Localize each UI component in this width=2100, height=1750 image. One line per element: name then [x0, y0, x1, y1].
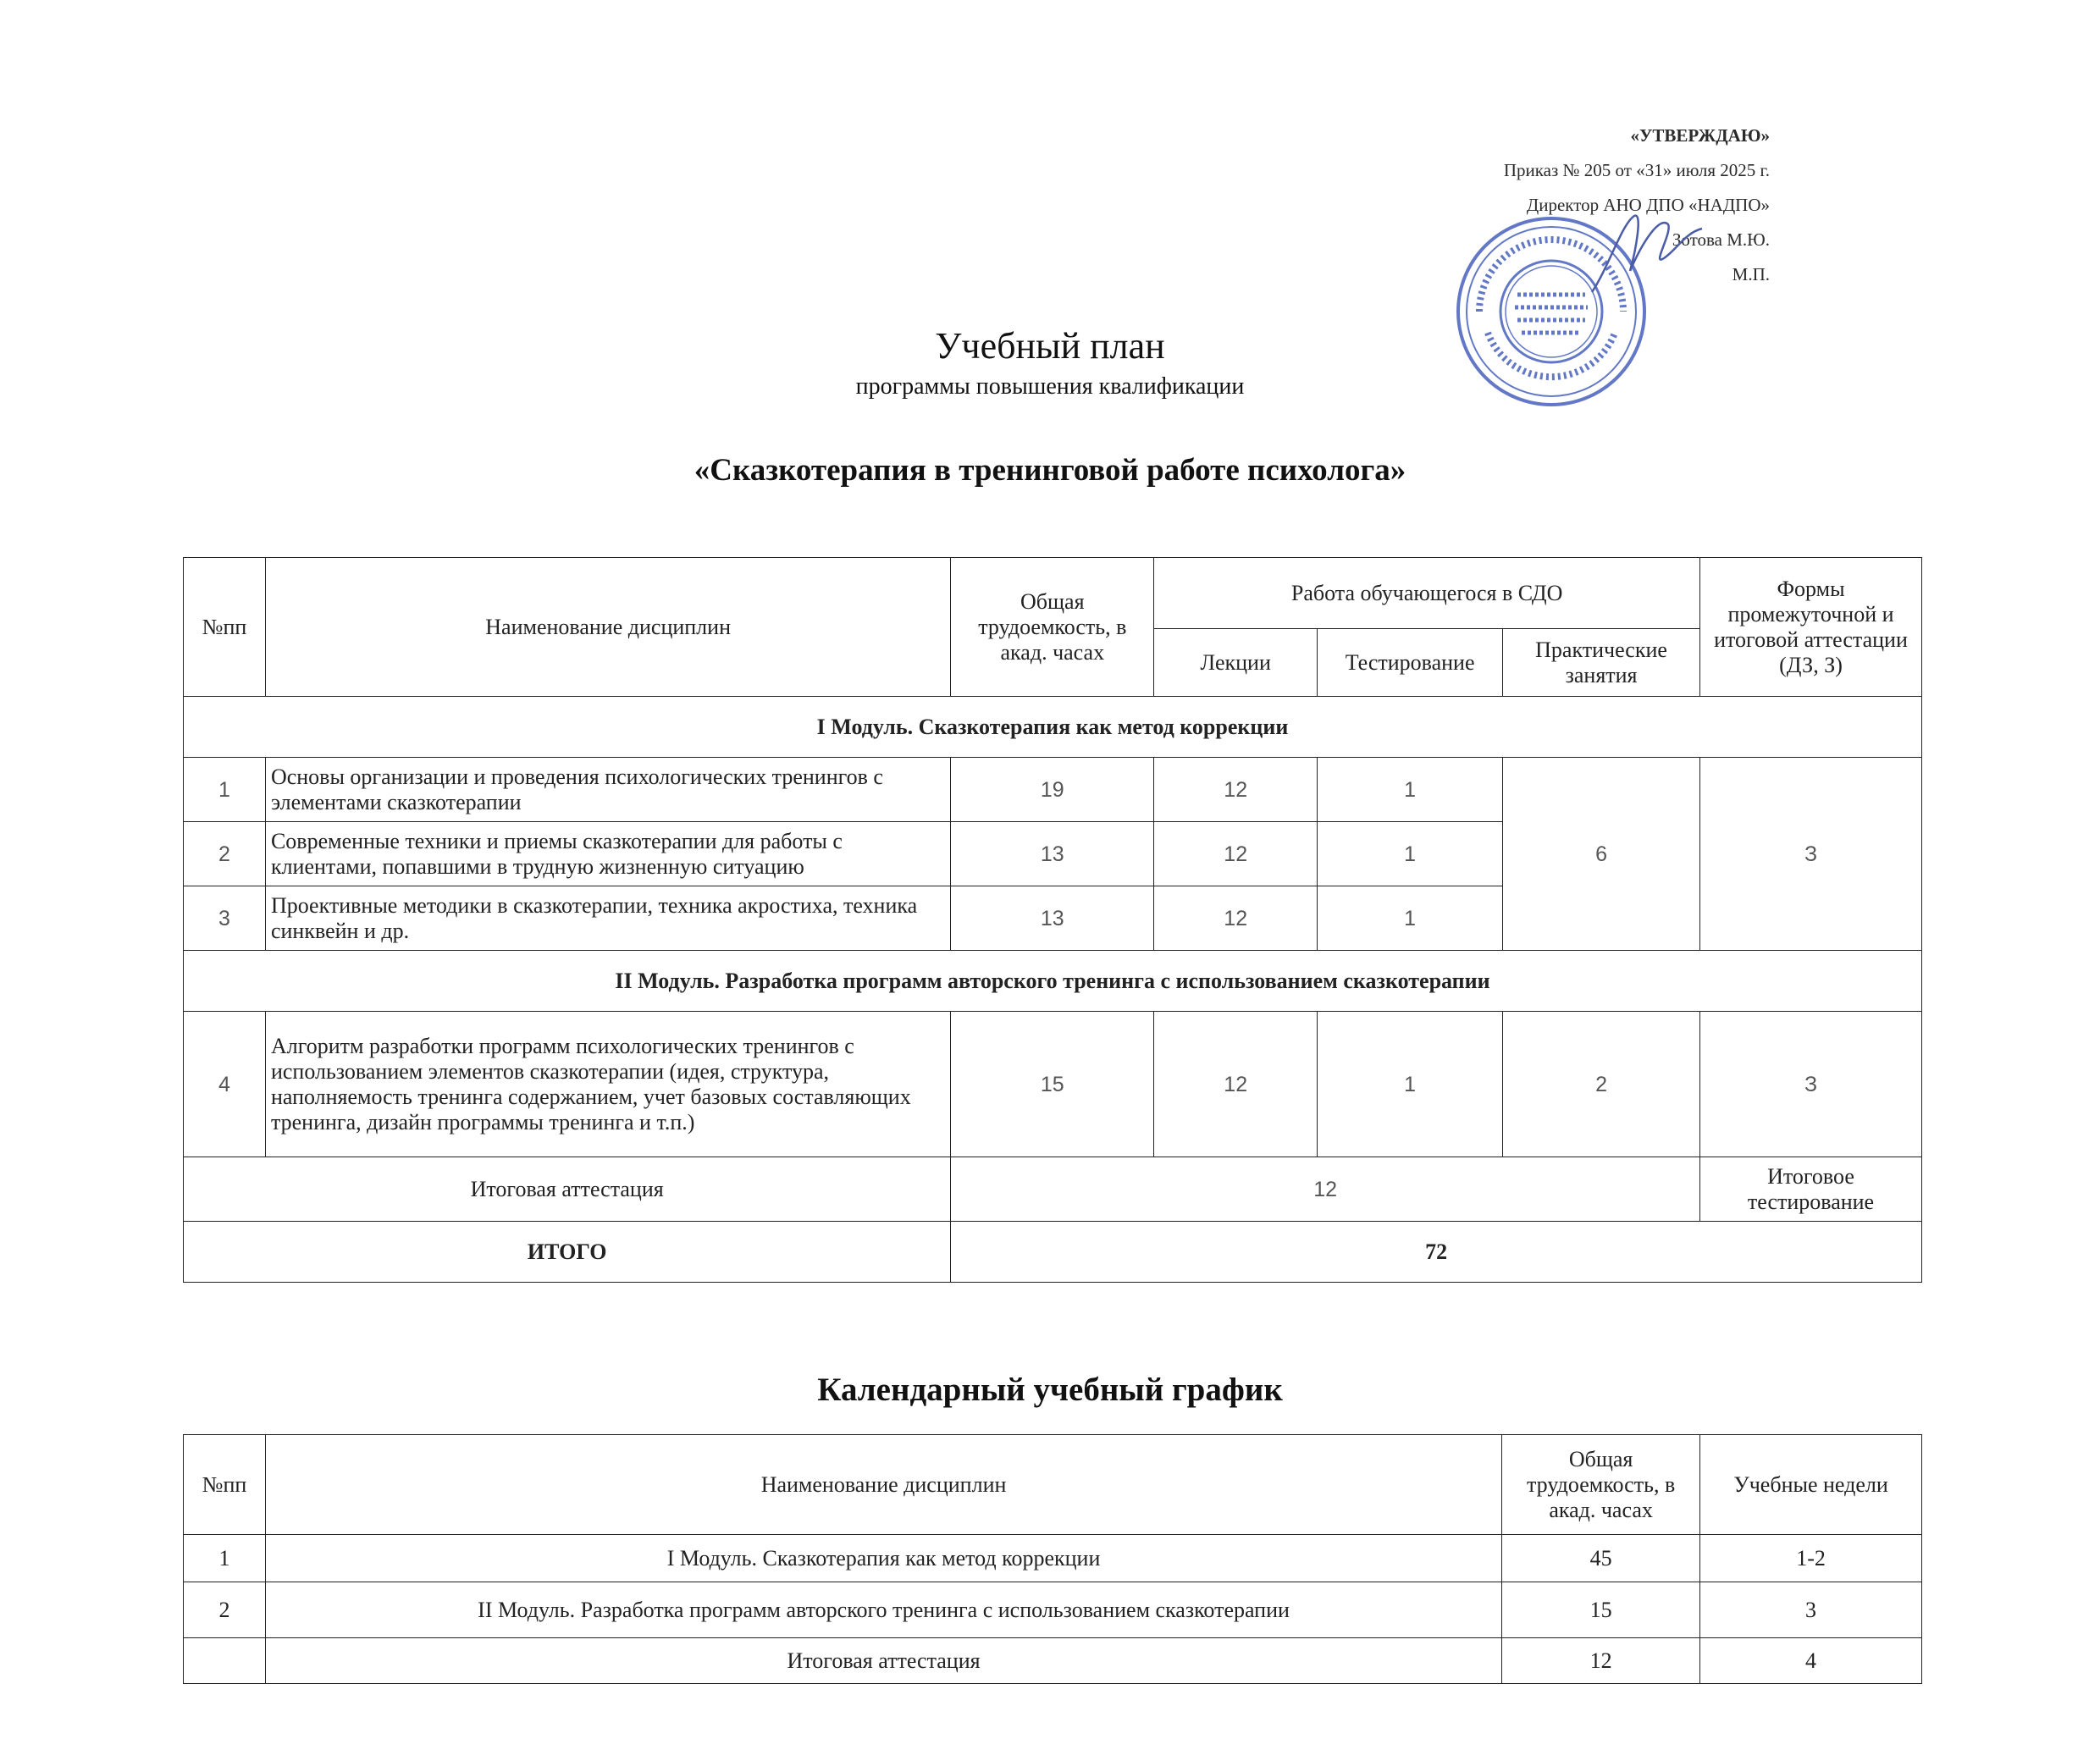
- module-1-form: З: [1700, 758, 1922, 951]
- row-lectures: 12: [1154, 758, 1318, 822]
- cal-row-num: 1: [184, 1535, 266, 1582]
- row-num: 1: [184, 758, 266, 822]
- cal-header-weeks: Учебные недели: [1700, 1435, 1922, 1535]
- approval-position: Директор АНО ДПО «НАДПО»: [1526, 195, 1770, 215]
- row-lectures: 12: [1154, 886, 1318, 951]
- header-work: Работа обучающегося в СДО: [1154, 558, 1700, 629]
- row-practice: 2: [1503, 1012, 1700, 1157]
- row-testing: 1: [1318, 822, 1503, 886]
- table-row: [184, 758, 1922, 822]
- module-1-title: I Модуль. Сказкотерапия как метод коррекции: [184, 697, 1922, 758]
- page-subtitle: программы повышения квалификации: [855, 373, 1245, 400]
- cal-header-name: Наименование дисциплин: [265, 1435, 1501, 1535]
- header-lectures: Лекции: [1154, 629, 1318, 697]
- director-signature: [1583, 190, 1710, 309]
- approval-order: Приказ № 205 от «31» июля 2025 г.: [1503, 160, 1770, 180]
- cal-row-weeks: 4: [1700, 1638, 1922, 1684]
- final-attestation-label: Итоговая аттестация: [184, 1157, 951, 1222]
- row-name: Основы организации и проведения психологических тренингов с элементами сказкотерапии: [265, 758, 950, 822]
- row-total: 13: [951, 822, 1154, 886]
- cal-row-total: 15: [1502, 1582, 1700, 1638]
- row-testing: 1: [1318, 1012, 1503, 1157]
- cal-row-name: I Модуль. Сказкотерапия как метод коррекции: [265, 1535, 1501, 1582]
- calendar-title: Календарный учебный график: [817, 1372, 1283, 1408]
- row-num: 4: [184, 1012, 266, 1157]
- header-total: Общая трудоемкость, в акад. часах: [951, 558, 1154, 697]
- final-attestation-form: Итоговое тестирование: [1700, 1157, 1922, 1222]
- page-title: Учебный план: [935, 325, 1165, 367]
- row-form: З: [1700, 1012, 1922, 1157]
- cal-row-name: II Модуль. Разработка программ авторского тренинга с использованием сказкотерапии: [265, 1582, 1501, 1638]
- total-value: 72: [951, 1222, 1922, 1283]
- total-label: ИТОГО: [184, 1222, 951, 1283]
- header-forms: Формы промежуточной и итоговой аттестации (ДЗ, З): [1700, 558, 1922, 697]
- cal-row-total: 12: [1502, 1638, 1700, 1684]
- table-row: [184, 1582, 1922, 1638]
- row-name: Современные техники и приемы сказкотерапии для работы с клиентами, попавшими в трудную жизненную ситуацию: [265, 822, 950, 886]
- study-plan-table: [183, 557, 1922, 1283]
- row-name: Проективные методики в сказкотерапии, техника акростиха, техника синквейн и др.: [265, 886, 950, 951]
- row-total: 19: [951, 758, 1154, 822]
- cal-row-weeks: 3: [1700, 1582, 1922, 1638]
- table-row: [184, 1012, 1922, 1157]
- row-lectures: 12: [1154, 1012, 1318, 1157]
- table-row: [184, 1535, 1922, 1582]
- approval-heading: «УТВЕРЖДАЮ»: [1630, 125, 1770, 146]
- module-2-title: II Модуль. Разработка программ авторского тренинга с использованием сказкотерапии: [184, 951, 1922, 1012]
- header-num: №пп: [184, 558, 266, 697]
- header-practice: Практические занятия: [1503, 629, 1700, 697]
- row-testing: 1: [1318, 886, 1503, 951]
- header-testing: Тестирование: [1318, 629, 1503, 697]
- module-1-practice: 6: [1503, 758, 1700, 951]
- cal-row-total: 45: [1502, 1535, 1700, 1582]
- row-total: 13: [951, 886, 1154, 951]
- header-name: Наименование дисциплин: [265, 558, 950, 697]
- row-total: 15: [951, 1012, 1154, 1157]
- approval-name: Зотова М.Ю.: [1672, 229, 1770, 250]
- approval-stamp-place: М.П.: [1732, 264, 1770, 284]
- row-name: Алгоритм разработки программ психологических тренингов с использованием элементов сказкотерапии (идея, структура, наполняемость тренинга содержанием, учет базовых составляющих тренинга, дизайн программы тренинга и т.п.): [265, 1012, 950, 1157]
- row-num: 3: [184, 886, 266, 951]
- row-testing: 1: [1318, 758, 1503, 822]
- cal-row-num: 2: [184, 1582, 266, 1638]
- cal-header-num: №пп: [184, 1435, 266, 1535]
- calendar-table: [183, 1434, 1922, 1684]
- cal-row-num: [184, 1638, 266, 1684]
- row-lectures: 12: [1154, 822, 1318, 886]
- table-row: [184, 1638, 1922, 1684]
- program-title: «Сказкотерапия в тренинговой работе психолога»: [694, 453, 1406, 488]
- cal-row-name: Итоговая аттестация: [265, 1638, 1501, 1684]
- cal-header-total: Общая трудоемкость, в акад. часах: [1502, 1435, 1700, 1535]
- cal-row-weeks: 1-2: [1700, 1535, 1922, 1582]
- final-attestation-value: 12: [951, 1157, 1700, 1222]
- row-num: 2: [184, 822, 266, 886]
